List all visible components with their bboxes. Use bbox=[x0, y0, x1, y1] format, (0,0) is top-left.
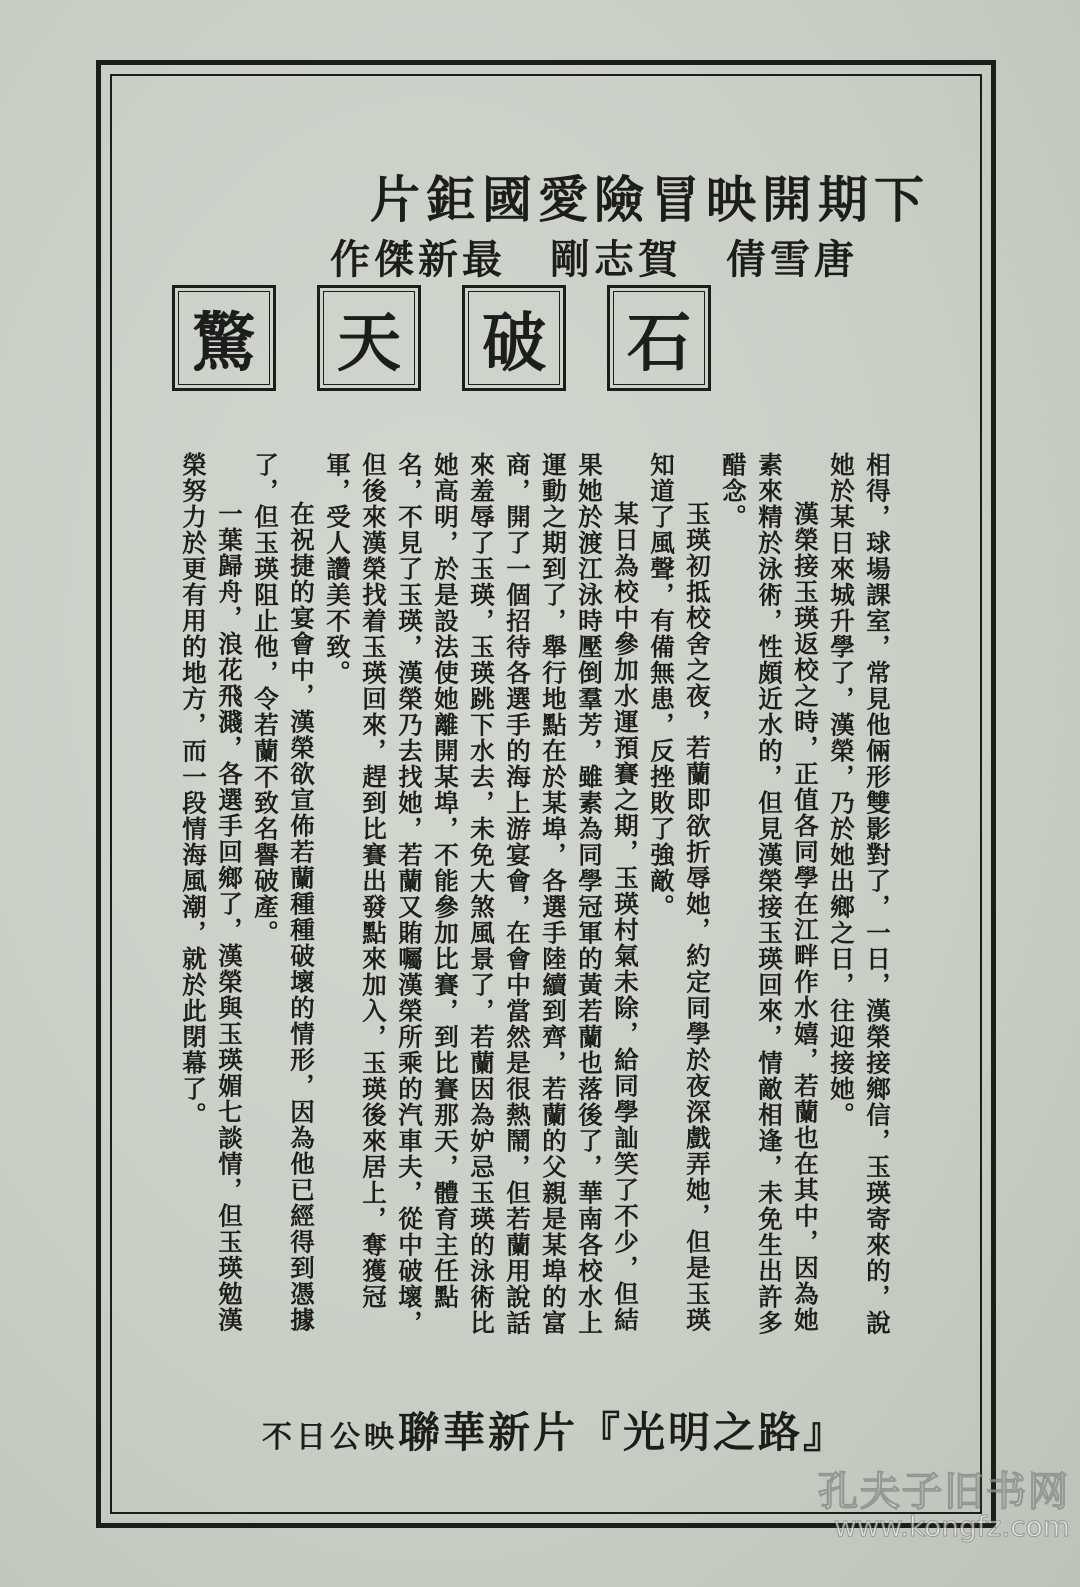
watermark-text: 孔夫子旧书网 bbox=[818, 1469, 1070, 1515]
footer-prefix: 不日公映 bbox=[262, 1420, 398, 1455]
watermark-url: www.kongfz.com bbox=[833, 1510, 1070, 1543]
headline: 片鉅國愛險冒映開期下 bbox=[370, 170, 930, 229]
synopsis-paragraph: 玉瑛初抵校舍之夜，若蘭即欲折辱她，約定同學於夜深戲弄她，但是玉瑛知道了風聲，有備無患，反挫敗了強敵。 bbox=[647, 452, 712, 1333]
title-char-2: 天 bbox=[317, 285, 421, 391]
title-char-4: 石 bbox=[607, 285, 711, 391]
synopsis-paragraph: 在祝捷的宴會中，漢榮欲宣佈若蘭種種破壞的情形，因為他已經得到憑據了，但玉瑛阻止他，令若蘭不致名譽破產。 bbox=[251, 452, 316, 1333]
title-char-3: 破 bbox=[462, 285, 566, 391]
credits-line: 作傑新最 剛志賀 倩雪唐 bbox=[330, 236, 858, 283]
film-title bbox=[172, 285, 717, 395]
synopsis-paragraph: 某日為校中參加水運預賽之期，玉瑛村氣未除，給同學訕笑了不少，但結果她於渡江泳時壓倒羣芳，雖素為同學冠軍的黃若蘭也落後了，華南各校水上運動之期到了，舉行地點在於某埠，各選手陸續到齊，若蘭的父親是某埠的富商，開了一個招待各選手的海上游宴會，在會中當然是很熱鬧，但若蘭用說話來羞辱了玉瑛，玉瑛跳下水去，未免大煞風景了，若蘭因為妒忌玉瑛的泳術比她高明，於是設法使她離開某埠，不能參加比賽，到比賽那天，體育主任點名，不見了玉瑛，漢榮乃去找她，若蘭又賄囑漢榮所乘的汽車夫，從中破壞，但後來漢榮找着玉瑛回來，趕到比賽出發點來加入，玉瑛後來居上，奪獲冠軍，受人讚美不致。 bbox=[323, 452, 640, 1336]
synopsis-paragraph: 漢榮接玉瑛返校之時，正值各同學在江畔作水嬉，若蘭也在其中，因為她素來精於泳術，性頗近水的，但見漢榮接玉瑛回來，情敵相逢，未免生出許多醋念。 bbox=[719, 452, 820, 1336]
synopsis-text bbox=[179, 452, 895, 1352]
title-char-1: 驚 bbox=[172, 285, 276, 391]
synopsis-paragraph: 相得，球場課室，常見他倆形雙影對了，一日，漢榮接鄉信，玉瑛寄來的，說她於某日來城升學了，漢榮，乃於她出鄉之日，往迎接她。 bbox=[827, 452, 892, 1336]
footer-main: 聯華新片『光明之路』 bbox=[398, 1408, 849, 1457]
synopsis-paragraph: 一葉歸舟，浪花飛濺，各選手回鄉了，漢榮與玉瑛媚七談情，但玉瑛勉漢榮努力於更有用的地方，而一段情海風潮，就於此閉幕了。 bbox=[179, 452, 244, 1333]
footer-announcement bbox=[262, 1400, 849, 1460]
